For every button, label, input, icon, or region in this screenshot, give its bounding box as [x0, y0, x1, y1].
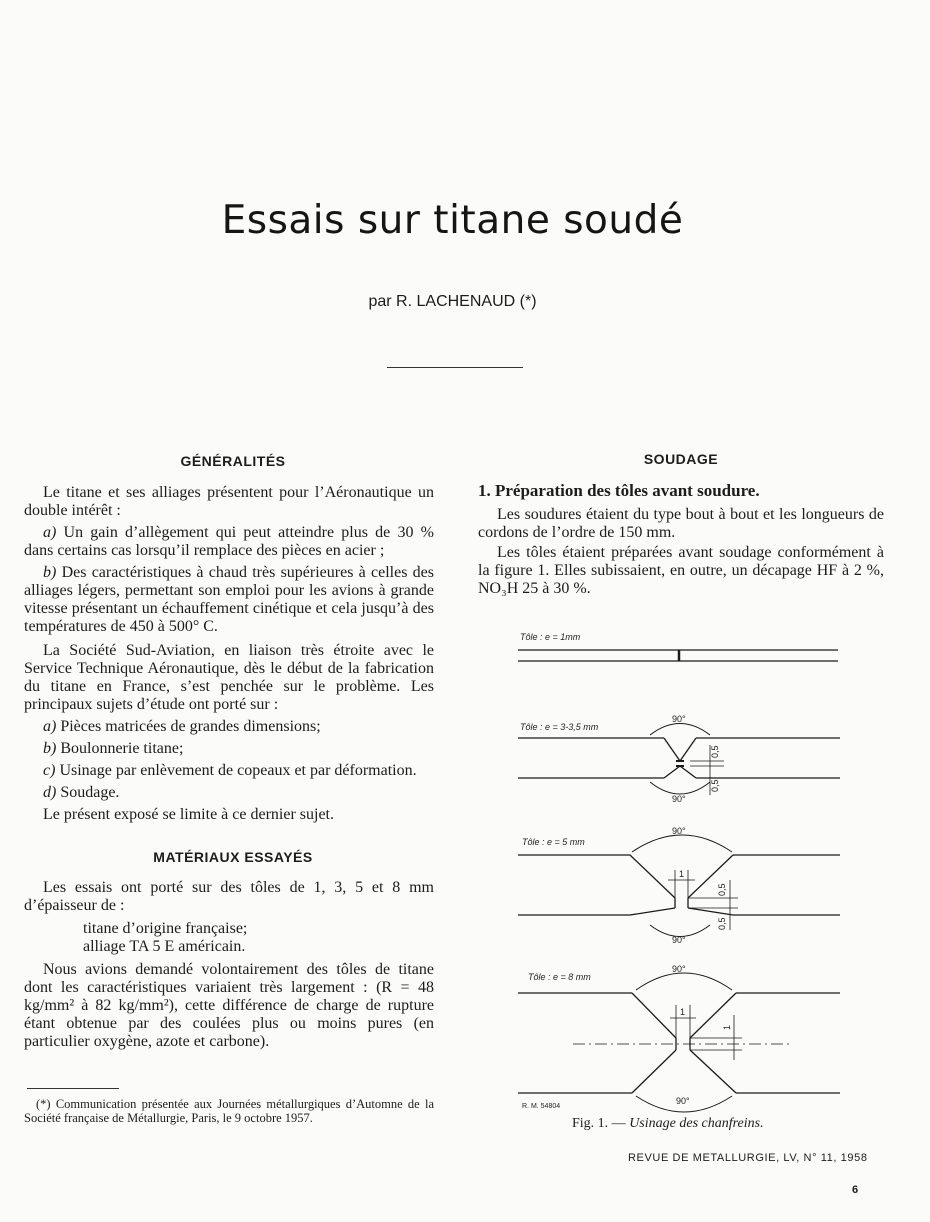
- label-plate-8mm: Tôle : e = 8 mm: [528, 972, 591, 982]
- running-footer: REVUE DE METALLURGIE, LV, N° 11, 1958: [628, 1152, 868, 1164]
- dimension-label: 1: [680, 1007, 686, 1017]
- angle-label: 90°: [672, 826, 686, 836]
- paragraph-essais: Les essais ont porté sur des tôles de 1, 3, 5 et 8 mm d’épaisseur de :: [24, 879, 434, 914]
- item-text: Usinage par enlèvement de copeaux et par déformation.: [55, 762, 417, 779]
- item-text: Un gain d’allègement qui peut atteindre plus de 30 % dans certains cas lorsqu’il remplace des pièces en acier ;: [24, 524, 434, 559]
- angle-label: 90°: [672, 714, 686, 724]
- item-text: Soudage.: [56, 784, 120, 801]
- figure-caption: [572, 1116, 764, 1132]
- dimension-label: 0,5: [710, 779, 720, 792]
- footnote-divider: [27, 1088, 119, 1089]
- label-plate-5mm: Tôle : e = 5 mm: [522, 837, 585, 847]
- section-heading-materiaux: MATÉRIAUX ESSAYÉS: [153, 849, 313, 865]
- dimension-label: 1: [679, 869, 685, 879]
- list-item-a: [24, 524, 434, 560]
- study-item: [24, 718, 434, 736]
- angle-label: 90°: [672, 935, 686, 945]
- item-marker: c): [43, 762, 56, 779]
- paragraph-sud-aviation: La Société Sud-Aviation, en liaison très étroite avec le Service Technique Aéronautique, dès le début de la fabrication du titane en France, s’est penchée sur le problème. Les principaux sujets d’étude ont porté sur :: [24, 642, 434, 713]
- study-item: [24, 762, 434, 780]
- item-text: Des caractéristiques à chaud très supérieures à celles des alliages légers, permettant son emploi pour les avions à grande vitesse présentant un échauffement cinétique et cela jusqu’à des températures de 450 à 500° C.: [24, 564, 434, 635]
- paragraph-preparation: Les tôles étaient préparées avant soudage conformément à la figure 1. Elles subissaient, en outre, un décapage HF à 2 %, NO₃H 25 à 30 %.: [478, 544, 884, 597]
- section-heading-soudage: SOUDAGE: [643, 451, 719, 467]
- angle-label: 90°: [672, 794, 686, 804]
- angle-label: 90°: [676, 1096, 690, 1106]
- item-marker: b): [43, 740, 57, 757]
- byline: par R. LACHENAUD (*): [368, 293, 537, 310]
- left-column: [24, 452, 434, 1051]
- figure-reference: R. M. 54804: [522, 1103, 561, 1110]
- paragraph-caracteristiques: Nous avions demandé volontairement des tôles de titane dont les caractéristiques variaient très largement : (R = 48 kg/mm² à 82 kg/mm²), cette différence de charge de rupture étant obtenue par des coulées plus ou moins pures (en particulier oxygène, azote et carbone).: [24, 961, 434, 1050]
- dimension-label: 0,5: [717, 883, 727, 896]
- right-column: [478, 450, 884, 598]
- paragraph-scope: Le présent exposé se limite à ce dernier sujet.: [43, 806, 334, 823]
- material-item: alliage TA 5 E américain.: [83, 938, 246, 955]
- footnote: (*) Communication présentée aux Journées métallurgiques d’Automne de la Société française de Métallurgie, Paris, le 9 octobre 1957.: [24, 1097, 434, 1125]
- section-heading-generalites: GÉNÉRALITÉS: [180, 453, 286, 469]
- dimension-label: 0,5: [710, 745, 720, 758]
- label-plate-3mm: Tôle : e = 3-3,5 mm: [520, 722, 599, 732]
- subsection-heading: 1. Préparation des tôles avant soudure.: [478, 481, 760, 500]
- study-item: [24, 784, 434, 802]
- item-text: Pièces matricées de grandes dimensions;: [56, 718, 321, 735]
- caption-prefix: Fig. 1. —: [572, 1116, 630, 1131]
- article-title: Essais sur titane soudé: [221, 198, 684, 243]
- material-item: titane d’origine française;: [83, 920, 248, 937]
- paragraph-soudures: Les soudures étaient du type bout à bout et les longueurs de cordons de l’ordre de 150 mm.: [478, 506, 884, 541]
- caption-text: Usinage des chanfreins.: [629, 1116, 764, 1131]
- page-number: 6: [852, 1184, 859, 1196]
- angle-label: 90°: [672, 964, 686, 974]
- study-item: [24, 740, 434, 758]
- list-item-b: [24, 564, 434, 636]
- item-marker: b): [43, 564, 57, 581]
- item-text: Boulonnerie titane;: [56, 740, 184, 757]
- title-divider: [387, 367, 523, 368]
- item-marker: d): [43, 784, 57, 801]
- dimension-label: 1: [722, 1024, 732, 1030]
- label-plate-1mm: Tôle : e = 1mm: [520, 632, 581, 642]
- dimension-label: 0,5: [717, 917, 727, 930]
- paragraph-intro: Le titane et ses alliages présentent pour l’Aéronautique un double intérêt :: [24, 484, 434, 519]
- item-marker: a): [43, 524, 57, 541]
- item-marker: a): [43, 718, 57, 735]
- chamfer-figure: [505, 625, 850, 1115]
